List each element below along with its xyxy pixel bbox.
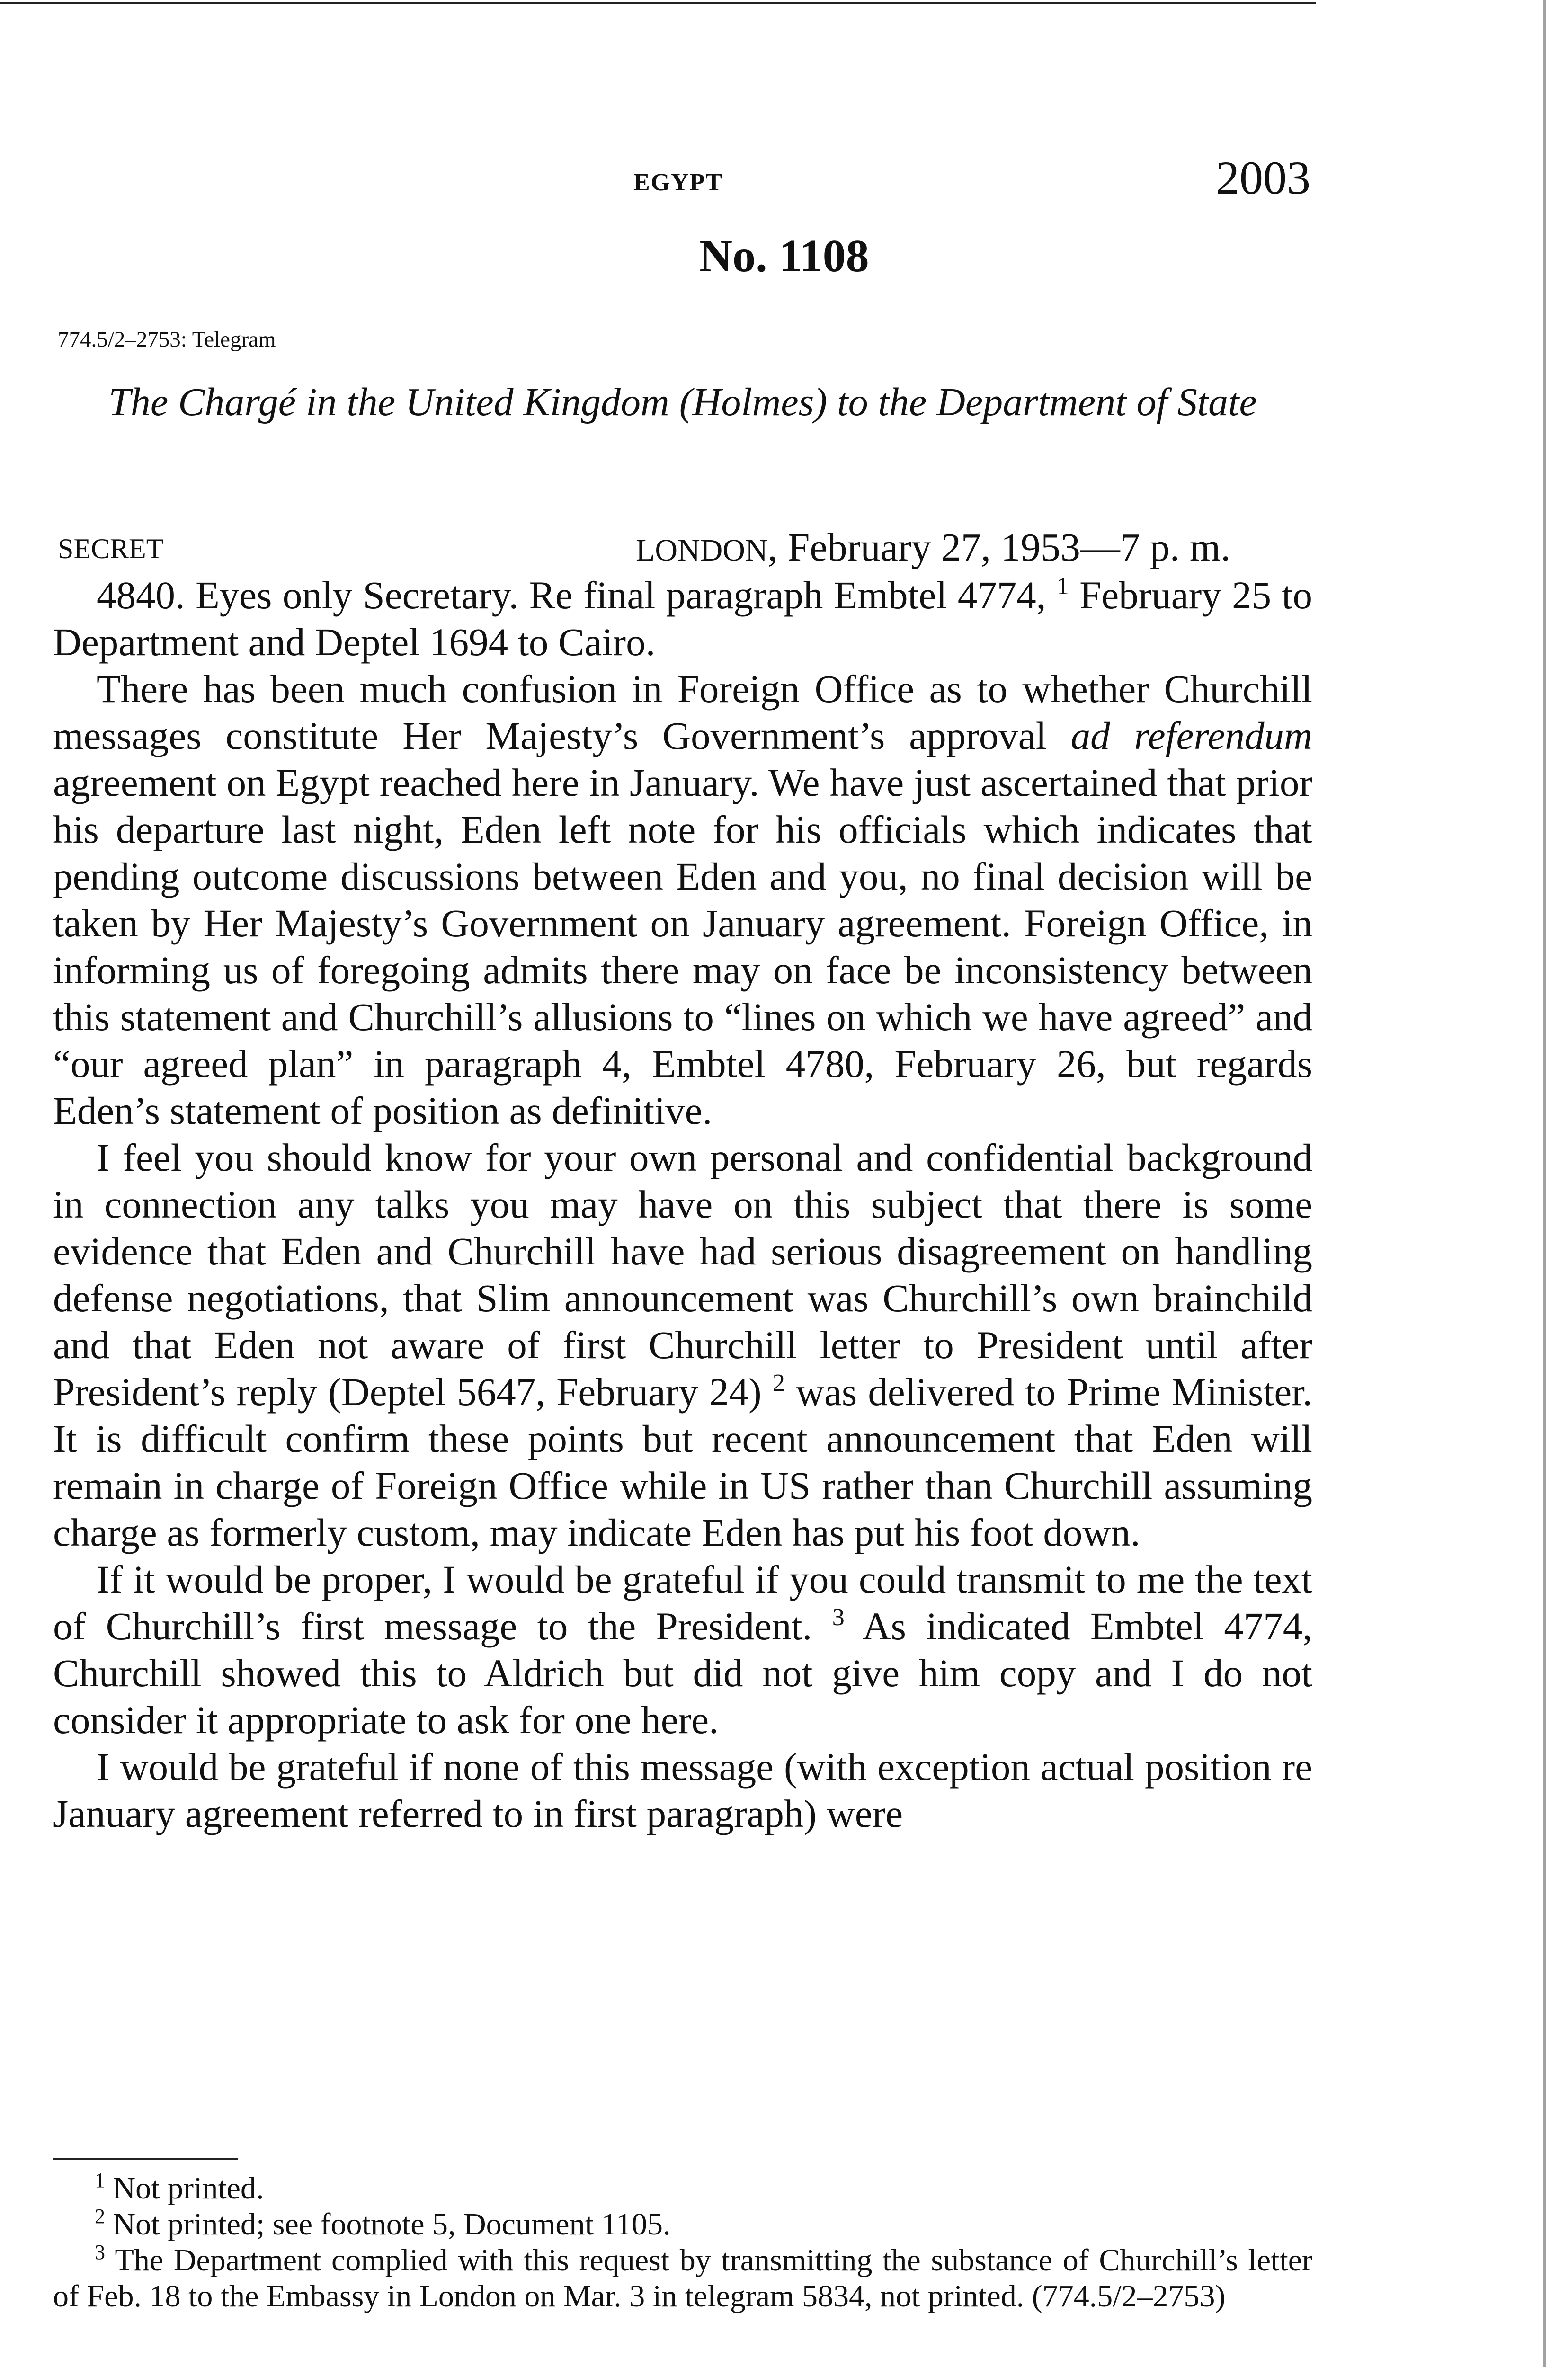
footnote-3: $^3$ The Department complied with this request by transmitting the substance of Churchill’s letter of Feb. 18 to the Embassy in London on Mar. 3 in telegram 5834, not printed. (774.5/2–2753) bbox=[53, 2241, 1312, 2314]
footnote-ref-2[interactable]: 2 bbox=[772, 1370, 785, 1397]
file-reference: 774.5/2–2753: Telegram bbox=[58, 327, 276, 352]
footnote-rule bbox=[53, 2158, 238, 2160]
document-number: No. 1108 bbox=[699, 231, 869, 282]
footnotes bbox=[53, 2171, 1312, 2314]
footnote-1: $^1$ Not printed. bbox=[95, 2169, 264, 2206]
top-border-line bbox=[0, 2, 1316, 4]
paragraph-3: I feel you should know for your own personal and confidential background in connection any talks you may have on this subject that there is some evidence that Eden and Churchill have had serious disagreement on handling defense negotiations, that Slim announcement was Churchill’s own brainchild and that Eden not aware of first Churchill letter to President until after President’s reply (Deptel 5647, February 24) $^2$ was delivered to Prime Minister. It is difficult confirm these points but recent announcement that Eden will remain in charge of Foreign Office while in US rather than Churchill assuming charge as formerly custom, may indicate Eden has put his foot down. bbox=[53, 1136, 1312, 1554]
footnote-2: $^2$ Not printed; see footnote 5, Document 1105. bbox=[95, 2205, 671, 2242]
paragraph-5: I would be grateful if none of this message (with exception actual position re January agreement referred to in first paragraph) were bbox=[53, 1745, 1312, 1835]
dateline-date: , February 27, 1953—7 p. m. bbox=[767, 525, 1231, 570]
page-edge-line bbox=[1543, 0, 1546, 2367]
document-title: The Chargé in the United Kingdom (Holmes) to the Department of State bbox=[108, 380, 1257, 424]
italic-phrase: ad referendum bbox=[1070, 714, 1312, 757]
page-number: 2003 bbox=[1216, 151, 1310, 204]
footnote-ref-3[interactable]: 3 bbox=[832, 1604, 845, 1631]
paragraph-2: There has been much confusion in Foreign Office as to whether Churchill messages constitute Her Majesty’s Government’s approval ad referendum agreement on Egypt reached here in January. We have just ascertained that prior his departure last night, Eden left note for his officials which indicates that pending outcome discussions between Eden and you, no final decision will be taken by Her Majesty’s Government on January agreement. Foreign Office, in informing us of foregoing admits there may on face be inconsistency between this statement and Churchill’s allusions to “lines on which we have agreed” and “our agreed plan” in paragraph 4, Embtel 4780, February 26, but regards Eden’s statement of position as definitive. bbox=[53, 667, 1312, 1132]
running-head: EGYPT bbox=[633, 169, 723, 196]
dateline-city: LONDON bbox=[636, 533, 768, 568]
footnote-ref-1[interactable]: 1 bbox=[1056, 573, 1069, 600]
paragraph-1: 4840. Eyes only Secretary. Re final paragraph Embtel 4774, $^1$ February 25 to Department and Deptel 1694 to Cairo. bbox=[53, 573, 1312, 664]
telegram-body bbox=[53, 572, 1312, 1837]
dateline bbox=[636, 525, 1230, 570]
paragraph-4: If it would be proper, I would be grateful if you could transmit to me the text of Churchill’s first message to the President. $^3$ As indicated Embtel 4774, Churchill showed this to Aldrich but did not give him copy and I do not consider it appropriate to ask for one here. bbox=[53, 1557, 1312, 1742]
classification-label: SECRET bbox=[58, 533, 164, 564]
